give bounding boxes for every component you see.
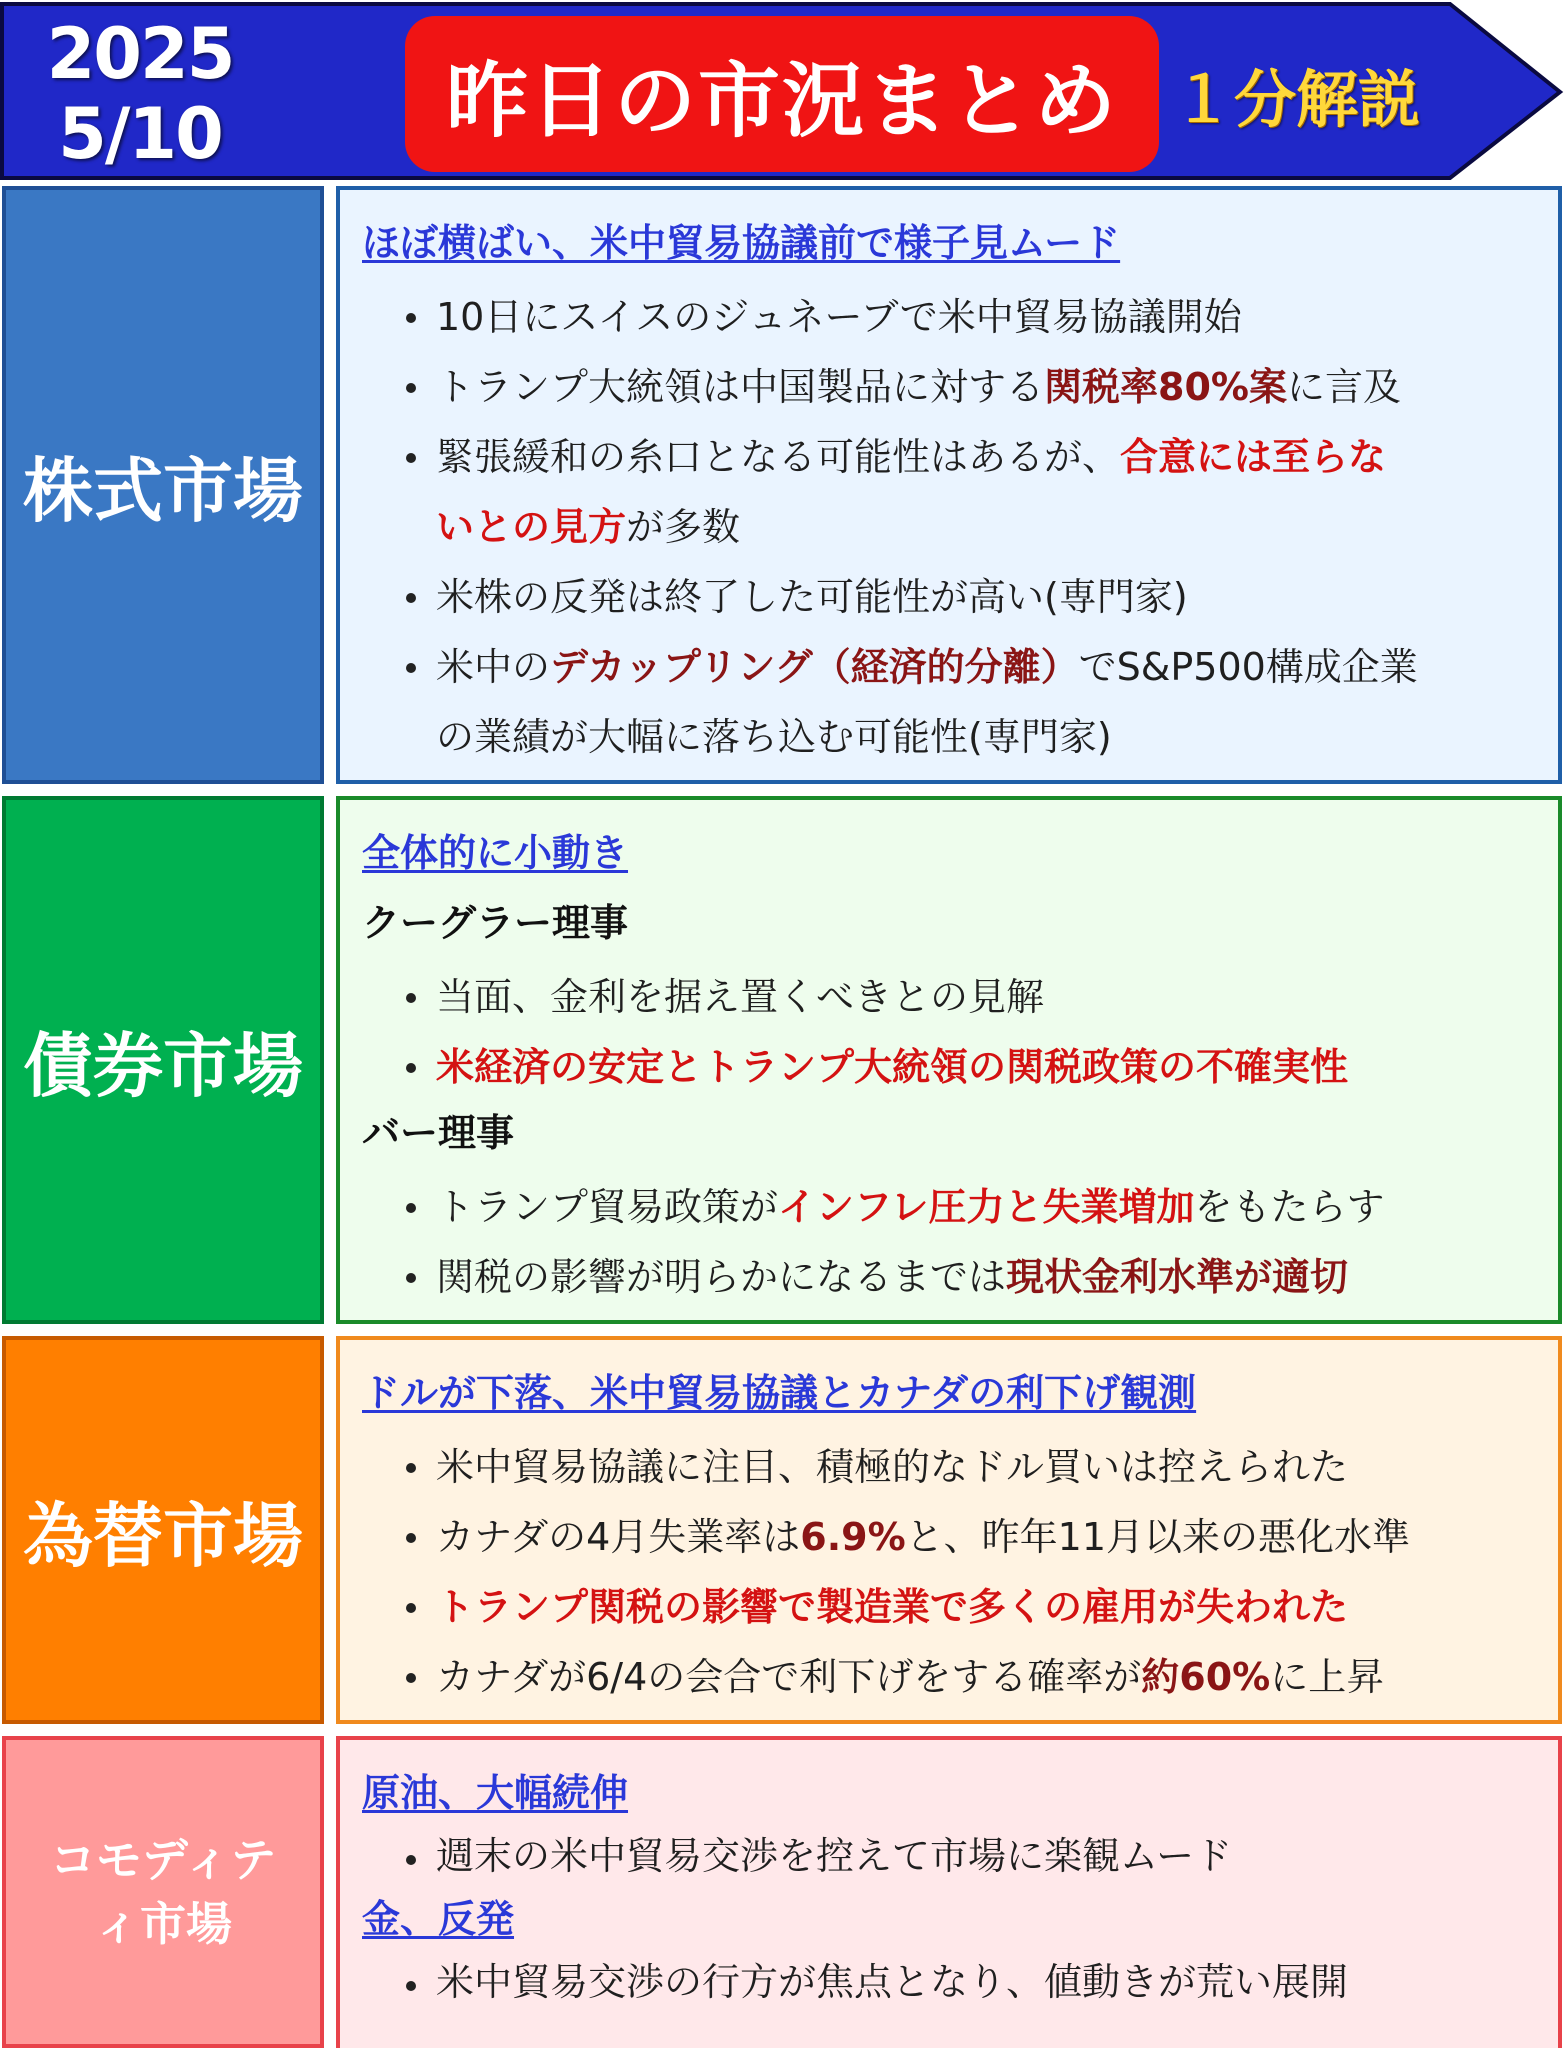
list-item [362, 1824, 1538, 1888]
bullet-text: カナダが6/4の会合で利下げをする確率が [436, 1655, 1142, 1699]
bullet-text: トランプ大統領は中国製品に対する [436, 365, 1045, 409]
bond-bullets-2 [362, 1172, 1538, 1312]
bullet-highlight: デカップリング（経済的分離） [550, 645, 1079, 689]
section-commodity [0, 1736, 1564, 2048]
section-content-bond [336, 796, 1562, 1324]
bond-headline: 全体的に小動き [362, 831, 629, 875]
list-item [362, 1032, 1538, 1102]
list-item [362, 422, 1538, 562]
bullet-text: 米中の [436, 645, 551, 689]
page-title: 昨日の市況まとめ [405, 16, 1159, 172]
section-label-commodity [2, 1736, 324, 2048]
stock-headline: ほぼ横ばい、米中貿易協議前で様子見ムード [362, 221, 1121, 265]
header-banner [0, 0, 1564, 182]
bullet-highlight: 約60% [1141, 1655, 1271, 1699]
page-subtitle: １分解説 [1172, 63, 1421, 136]
list-item [362, 962, 1538, 1032]
section-label-fx: 為替市場 [2, 1336, 324, 1724]
section-fx [0, 1336, 1564, 1724]
bond-subheading-barr: バー理事 [362, 1111, 515, 1155]
list-item [362, 1642, 1538, 1712]
section-bond [0, 796, 1564, 1324]
bullet-highlight: いとの見方 [436, 505, 627, 549]
bullet-text: に上昇 [1270, 1655, 1385, 1699]
stock-bullets [362, 282, 1538, 772]
section-content-fx [336, 1336, 1562, 1724]
bullet-text: トランプ貿易政策が [436, 1185, 779, 1229]
list-item [362, 632, 1538, 772]
bullet-text: と、昨年11月以来の悪化水準 [905, 1515, 1411, 1559]
section-label-line: ィ市場 [94, 1897, 232, 1951]
bullet-text: カナダの4月失業率は [436, 1515, 801, 1559]
section-stock [0, 186, 1564, 784]
bullet-text: 週末の米中貿易交渉を控えて市場に楽観ムード [436, 1834, 1233, 1878]
bullet-text: 米中貿易協議に注目、積極的なドル買いは控えられた [436, 1445, 1349, 1489]
commodity-bullets-2 [362, 1950, 1538, 2014]
commodity-headline-oil: 原油、大幅続伸 [362, 1771, 629, 1815]
section-content-commodity [336, 1736, 1562, 2048]
date-year: 2025 [46, 13, 234, 95]
date-stamp [40, 14, 240, 174]
bullet-text: でS&P500構成企業 [1078, 645, 1418, 689]
list-item [362, 282, 1538, 352]
fx-headline: ドルが下落、米中貿易協議とカナダの利下げ観測 [362, 1371, 1197, 1415]
bullet-highlight: インフレ圧力と失業増加 [778, 1185, 1195, 1229]
list-item [362, 1502, 1538, 1572]
commodity-bullets-1 [362, 1824, 1538, 1888]
bullet-text: 10日にスイスのジュネーブで米中貿易協議開始 [436, 295, 1242, 339]
bullet-text: 当面、金利を据え置くべきとの見解 [436, 975, 1045, 1019]
section-label-bond: 債券市場 [2, 796, 324, 1324]
list-item [362, 1572, 1538, 1642]
section-content-stock [336, 186, 1562, 784]
bond-bullets-1 [362, 962, 1538, 1102]
bond-subheading-kugler: クーグラー理事 [362, 901, 629, 945]
list-item [362, 1242, 1538, 1312]
list-item [362, 562, 1538, 632]
list-item [362, 1172, 1538, 1242]
section-label-line: コモディテ [49, 1833, 277, 1887]
section-label-stock: 株式市場 [2, 186, 324, 784]
list-item [362, 352, 1538, 422]
bullet-text: 米株の反発は終了した可能性が高い(専門家) [436, 575, 1188, 619]
bullet-text: 米中貿易交渉の行方が焦点となり、値動きが荒い展開 [436, 1960, 1349, 2004]
list-item [362, 1432, 1538, 1502]
bullet-text: 関税の影響が明らかになるまでは [436, 1255, 1007, 1299]
bullet-highlight: トランプ関税の影響で製造業で多くの雇用が失われた [436, 1585, 1349, 1629]
date-day: 5/10 [58, 93, 222, 175]
commodity-headline-gold: 金、反発 [362, 1897, 515, 1941]
bullet-highlight: 米経済の安定とトランプ大統領の関税政策の不確実性 [436, 1045, 1349, 1089]
fx-bullets [362, 1432, 1538, 1712]
bullet-text: が多数 [626, 505, 741, 549]
bullet-highlight: 合意には至らな [1120, 435, 1387, 479]
bullet-text: をもたらす [1194, 1185, 1385, 1229]
bullet-highlight: 6.9% [800, 1515, 906, 1559]
bullet-text: に言及 [1286, 365, 1401, 409]
bullet-highlight: 現状金利水準が適切 [1006, 1255, 1349, 1299]
bullet-text: 緊張緩和の糸口となる可能性はあるが、 [436, 435, 1121, 479]
bullet-highlight: 関税率80%案 [1044, 365, 1287, 409]
list-item [362, 1950, 1538, 2014]
bullet-text: の業績が大幅に落ち込む可能性(専門家) [436, 715, 1112, 759]
